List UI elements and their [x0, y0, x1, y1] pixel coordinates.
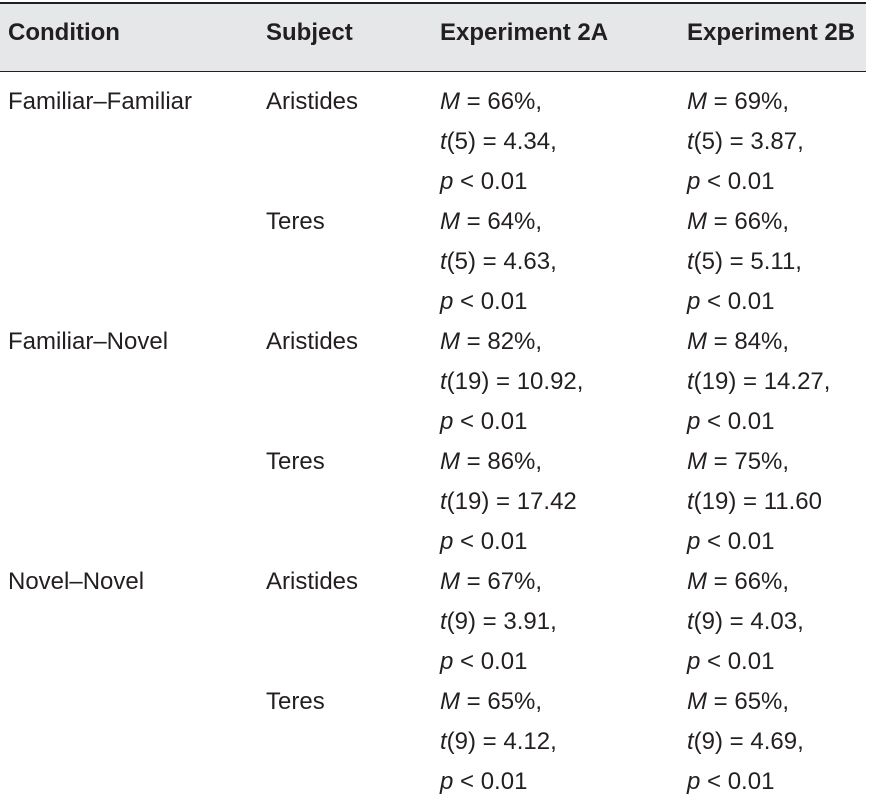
stat-value: = 66%, [707, 208, 790, 235]
experiment-2b-cell [687, 682, 804, 802]
stat-line [440, 202, 557, 242]
stat-symbol: M [687, 328, 707, 355]
stat-symbol: p [440, 528, 454, 555]
stat-value: < 0.01 [700, 768, 775, 795]
stat-symbol: M [440, 448, 460, 475]
stat-value: < 0.01 [453, 288, 528, 315]
stat-symbol: M [440, 328, 460, 355]
experiment-2a-cell [440, 442, 577, 562]
subject-cell: Teres [266, 688, 325, 715]
stat-symbol: p [687, 408, 701, 435]
stat-symbol: p [440, 408, 454, 435]
stat-line [687, 282, 802, 322]
stat-line [440, 82, 557, 122]
stat-value: = 69%, [707, 88, 790, 115]
stat-symbol: M [440, 88, 460, 115]
stat-value: < 0.01 [453, 408, 528, 435]
stat-line [687, 162, 804, 202]
stat-symbol: M [687, 688, 707, 715]
experiment-2a-cell [440, 202, 557, 322]
stat-symbol: M [440, 208, 460, 235]
table-header-rule [0, 71, 866, 72]
stat-value: (19) = 11.60 [693, 488, 822, 515]
stat-symbol: t [687, 608, 694, 635]
stat-symbol: t [687, 128, 694, 155]
experiment-2a-cell [440, 682, 557, 802]
experiment-2b-cell [687, 322, 830, 442]
stat-line [687, 122, 804, 162]
stat-value: = 84%, [707, 328, 790, 355]
stat-line [687, 242, 802, 282]
stat-symbol: M [687, 448, 707, 475]
stat-line [440, 402, 583, 442]
stat-value: = 75%, [707, 448, 790, 475]
stat-value: = 86%, [460, 448, 543, 475]
stat-symbol: t [440, 368, 447, 395]
stat-symbol: M [687, 568, 707, 595]
stat-line [440, 442, 577, 482]
experiment-2a-cell [440, 562, 557, 682]
stat-value: (9) = 4.12, [446, 728, 557, 755]
experiment-2b-cell [687, 442, 822, 562]
stat-value: (5) = 4.63, [446, 248, 557, 275]
header-experiment-2b: Experiment 2B [687, 19, 856, 46]
stat-line [440, 642, 557, 682]
stat-line [440, 562, 557, 602]
stat-line [687, 642, 804, 682]
header-subject: Subject [266, 19, 353, 46]
stat-value: < 0.01 [700, 168, 775, 195]
experiment-2b-cell [687, 562, 804, 682]
stat-value: = 66%, [460, 88, 543, 115]
stat-line [440, 762, 557, 802]
stat-symbol: M [440, 688, 460, 715]
stat-line [687, 562, 804, 602]
stat-line [440, 282, 557, 322]
stat-symbol: p [687, 528, 701, 555]
stat-symbol: p [440, 288, 454, 315]
stat-value: = 82%, [460, 328, 543, 355]
stat-value: (19) = 17.42 [446, 488, 577, 515]
stat-line [440, 522, 577, 562]
stat-line [440, 242, 557, 282]
stat-line [440, 322, 583, 362]
condition-cell: Novel–Novel [8, 568, 145, 595]
stat-value: = 67%, [460, 568, 543, 595]
stat-value: < 0.01 [453, 528, 528, 555]
stat-symbol: p [440, 648, 454, 675]
stat-value: (5) = 4.34, [446, 128, 557, 155]
subject-cell: Teres [266, 208, 325, 235]
stat-line [687, 82, 804, 122]
stat-line [440, 122, 557, 162]
stat-line [687, 362, 830, 402]
stat-value: < 0.01 [453, 168, 528, 195]
stat-symbol: t [440, 608, 447, 635]
stat-symbol: t [687, 488, 694, 515]
stat-symbol: p [440, 768, 454, 795]
stat-value: = 65%, [460, 688, 543, 715]
stat-symbol: t [440, 488, 447, 515]
stat-value: < 0.01 [700, 408, 775, 435]
condition-cell: Familiar–Novel [8, 328, 169, 355]
stat-value: (19) = 10.92, [446, 368, 584, 395]
stat-value: (19) = 14.27, [693, 368, 831, 395]
subject-cell: Aristides [266, 568, 359, 595]
stat-symbol: M [687, 88, 707, 115]
stat-line [440, 482, 577, 522]
stat-symbol: t [440, 248, 447, 275]
condition-cell: Familiar–Familiar [8, 88, 193, 115]
stat-symbol: M [687, 208, 707, 235]
experiment-2a-cell [440, 322, 583, 442]
stat-value: < 0.01 [700, 528, 775, 555]
stat-value: < 0.01 [453, 648, 528, 675]
stat-symbol: p [687, 768, 701, 795]
stat-line [687, 762, 804, 802]
stat-symbol: t [687, 728, 694, 755]
stat-value: = 65%, [707, 688, 790, 715]
stat-symbol: p [687, 288, 701, 315]
stat-line [687, 322, 830, 362]
experiment-2b-cell [687, 82, 804, 202]
stat-value: (5) = 3.87, [693, 128, 804, 155]
stat-line [687, 722, 804, 762]
experiment-2a-cell [440, 82, 557, 202]
stat-value: < 0.01 [700, 288, 775, 315]
stat-line [687, 482, 822, 522]
stat-line [687, 682, 804, 722]
stat-value: = 64%, [460, 208, 543, 235]
header-experiment-2a: Experiment 2A [440, 19, 609, 46]
stat-line [687, 202, 802, 242]
stat-value: (5) = 5.11, [693, 248, 802, 275]
stat-line [687, 522, 822, 562]
stat-symbol: M [440, 568, 460, 595]
stat-value: < 0.01 [700, 648, 775, 675]
stat-line [440, 722, 557, 762]
stat-symbol: t [687, 248, 694, 275]
stat-symbol: p [687, 168, 701, 195]
stat-symbol: t [687, 368, 694, 395]
subject-cell: Aristides [266, 88, 359, 115]
stat-line [440, 682, 557, 722]
subject-cell: Aristides [266, 328, 359, 355]
stat-symbol: p [687, 648, 701, 675]
stat-value: (9) = 3.91, [446, 608, 557, 635]
stat-value: (9) = 4.03, [693, 608, 804, 635]
header-condition: Condition [8, 19, 120, 46]
stat-line [440, 362, 583, 402]
stat-line [687, 442, 822, 482]
stat-value: (9) = 4.69, [693, 728, 804, 755]
stat-value: = 66%, [707, 568, 790, 595]
stat-symbol: p [440, 168, 454, 195]
stat-line [687, 402, 830, 442]
experiment-2b-cell [687, 202, 802, 322]
stat-line [440, 602, 557, 642]
subject-cell: Teres [266, 448, 325, 475]
stat-line [440, 162, 557, 202]
stat-line [687, 602, 804, 642]
stat-symbol: t [440, 128, 447, 155]
stat-symbol: t [440, 728, 447, 755]
stat-value: < 0.01 [453, 768, 528, 795]
